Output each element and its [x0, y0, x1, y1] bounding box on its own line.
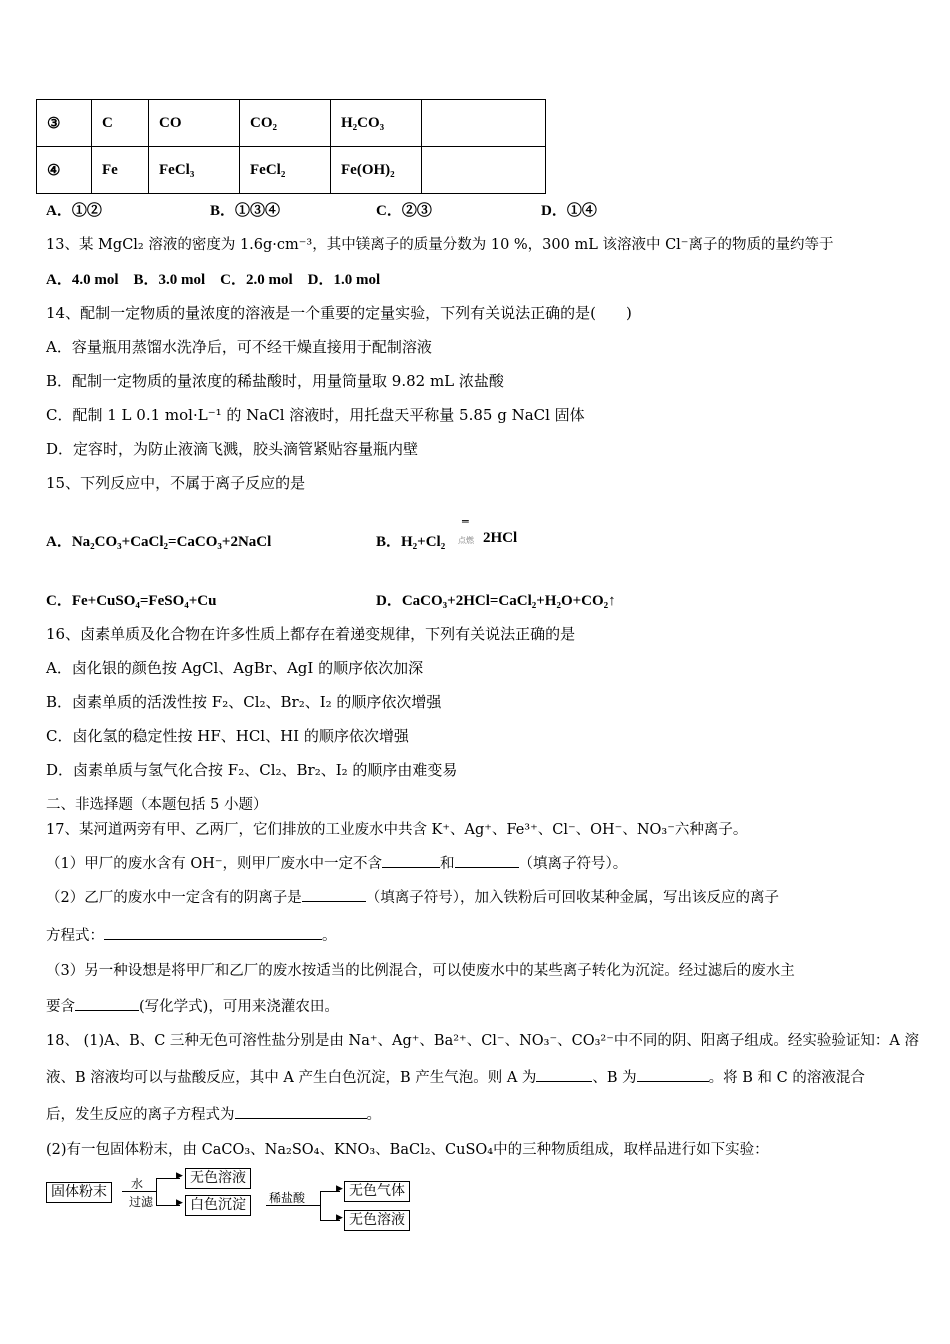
- q18-line2: [46, 1066, 865, 1087]
- answer-blank[interactable]: [235, 1104, 367, 1119]
- table-row: [37, 147, 546, 194]
- arrow-right-icon: ▶: [176, 1171, 183, 1181]
- q18-line3-end: 。: [366, 1107, 381, 1123]
- q15-option-a: A．Na₂CO₃+CaCl₂=CaCO₃+2NaCl: [46, 534, 272, 550]
- table-cell: ③: [37, 100, 92, 147]
- q16-option-d: D．卤素单质与氢气化合按 F₂、Cl₂、Br₂、I₂ 的顺序由难变易: [46, 761, 458, 779]
- flow-start: 固体粉末: [46, 1182, 112, 1203]
- flow-solution-1: 无色溶液: [185, 1168, 251, 1189]
- answer-blank[interactable]: [455, 853, 519, 868]
- q17-part3: （3）另一种设想是将甲厂和乙厂的废水按适当的比例混合，可以使废水中的某些离子转化为沉淀。经过滤后的废水主: [46, 963, 795, 979]
- answer-blank[interactable]: [536, 1067, 592, 1082]
- table-cell: CO₂: [240, 100, 331, 147]
- q17-part2: [46, 886, 779, 907]
- answer-blank[interactable]: [382, 853, 440, 868]
- q16-option-b: B．卤素单质的活泼性按 F₂、Cl₂、Br₂、I₂ 的顺序依次增强: [46, 693, 442, 711]
- q18-line2-b: 、B 为: [592, 1070, 637, 1086]
- table-cell: ④: [37, 147, 92, 194]
- answer-blank[interactable]: [637, 1067, 709, 1082]
- q17-part2-end: 。: [322, 928, 337, 944]
- q12-option-b: B．①③④: [210, 203, 281, 219]
- flow-gas: 无色气体: [344, 1181, 410, 1202]
- q14-option-b: B．配制一定物质的量浓度的稀盐酸时，用量筒量取 9.82 mL 浓盐酸: [46, 372, 504, 390]
- flow-precipitate: 白色沉淀: [185, 1195, 251, 1216]
- arrow-right-icon: ▶: [336, 1184, 343, 1194]
- table-cell: H₂CO₃: [331, 100, 422, 147]
- q12-option-c: C．②③: [376, 203, 432, 219]
- flow-line: [156, 1178, 157, 1206]
- q17-part1-text: （1）甲厂的废水含有 OH⁻，则甲厂废水中一定不含: [46, 856, 383, 872]
- q15-option-c: C．Fe+CuSO₄=FeSO₄+Cu: [46, 593, 217, 609]
- arrow-right-icon: ▶: [336, 1213, 343, 1223]
- table-cell: C: [92, 100, 149, 147]
- q17-part3-text: 要含: [46, 999, 75, 1015]
- q17-part2-equation: [46, 924, 337, 945]
- q18-part2: (2)有一包固体粉末，由 CaCO₃、Na₂SO₄、KNO₃、BaCl₂、CuSO₄中的三种物质组成，取样品进行如下实验：: [46, 1142, 769, 1158]
- q18-line1: 18、 (1)A、B、C 三种无色可溶性盐分别是由 Na⁺、Ag⁺、Ba²⁺、Cl⁻、NO₃⁻、CO₃²⁻中不同的阴、阳离子组成。经实验验证知：A 溶: [46, 1033, 919, 1049]
- q18-line3-text: 后，发生反应的离子方程式为: [46, 1107, 235, 1123]
- equals-sign: ═: [462, 515, 469, 528]
- q17-part1-and: 和: [440, 856, 455, 872]
- q16-stem: 16、卤素单质及化合物在许多性质上都存在着递变规律，下列有关说法正确的是: [46, 625, 576, 643]
- q12-option-d: D．①④: [541, 203, 597, 219]
- q15-option-d: D．CaCO₃+2HCl=CaCl₂+H₂O+CO₂↑: [376, 593, 616, 609]
- table-cell: Fe: [92, 147, 149, 194]
- q17-part3-tail: (写化学式)，可用来浇灌农田。: [139, 999, 339, 1015]
- section-title: 二、非选择题（本题包括 5 小题）: [46, 797, 268, 813]
- q15-condition: 点燃: [458, 536, 474, 545]
- flow-line: [320, 1191, 321, 1221]
- q18-line3: [46, 1103, 381, 1124]
- q18-line2-text: 液、B 溶液均可以与盐酸反应，其中 A 产生白色沉淀，B 产生气泡。则 A 为: [46, 1070, 537, 1086]
- q17-stem: 17、某河道两旁有甲、乙两厂，它们排放的工业废水中共含 K⁺、Ag⁺、Fe³⁺、Cl⁻、OH⁻、NO₃⁻六种离子。: [46, 822, 748, 838]
- table-cell: CO: [149, 100, 240, 147]
- q15-option-b-right: 2HCl: [483, 530, 518, 546]
- table-cell: [422, 147, 546, 194]
- q16-option-a: A．卤化银的颜色按 AgCl、AgBr、AgI 的顺序依次加深: [46, 659, 424, 677]
- q18-line2-tail: 。将 B 和 C 的溶液混合: [708, 1070, 865, 1086]
- q15-stem: 15、下列反应中，不属于离子反应的是: [46, 474, 306, 492]
- table-cell: FeCl₃: [149, 147, 240, 194]
- flow-solution-2: 无色溶液: [344, 1210, 410, 1231]
- flow-acid-label: 稀盐酸: [269, 1191, 306, 1205]
- q17-part2-tail: （填离子符号），加入铁粉后可回收某种金属，写出该反应的离子: [365, 890, 779, 906]
- q14-stem: 14、配制一定物质的量浓度的溶液是一个重要的定量实验，下列有关说法正确的是( ): [46, 304, 632, 322]
- table-cell: [422, 100, 546, 147]
- answer-blank[interactable]: [104, 925, 322, 940]
- table-cell: Fe(OH)₂: [331, 147, 422, 194]
- q17-part1: [46, 852, 627, 873]
- q17-part2-label: 方程式：: [46, 928, 104, 944]
- q12-option-a: A．①②: [46, 203, 102, 219]
- table-row: [37, 100, 546, 147]
- q17-part1-tail: （填离子符号）。: [518, 856, 628, 872]
- answer-blank[interactable]: [302, 887, 366, 902]
- q14-option-a: A．容量瓶用蒸馏水洗净后，可不经干燥直接用于配制溶液: [46, 338, 432, 356]
- answer-blank[interactable]: [75, 996, 139, 1011]
- flow-water-label: 水: [131, 1177, 144, 1191]
- arrow-right-icon: ▶: [176, 1198, 183, 1208]
- q14-option-d: D．定容时，为防止液滴飞溅，胶头滴管紧贴容量瓶内壁: [46, 440, 419, 458]
- q13-options: A．4.0 mol B．3.0 mol C．2.0 mol D．1.0 mol: [46, 272, 381, 288]
- q13-stem: 13、某 MgCl₂ 溶液的密度为 1.6g·cm⁻³，其中镁离子的质量分数为 10 %，300 mL 该溶液中 Cl⁻离子的物质的量约等于: [46, 237, 834, 253]
- option-table: [36, 99, 546, 194]
- q15-option-b-left: B．H₂+Cl₂: [376, 534, 446, 550]
- q17-part3-answer: [46, 995, 339, 1016]
- flow-filter-label: 过滤: [129, 1195, 154, 1209]
- table-cell: FeCl₂: [240, 147, 331, 194]
- q14-option-c: C．配制 1 L 0.1 mol·L⁻¹ 的 NaCl 溶液时，用托盘天平称量 5.85 g NaCl 固体: [46, 406, 585, 424]
- q16-option-c: C．卤化氢的稳定性按 HF、HCl、HI 的顺序依次增强: [46, 727, 409, 745]
- q17-part2-text: （2）乙厂的废水中一定含有的阴离子是: [46, 890, 302, 906]
